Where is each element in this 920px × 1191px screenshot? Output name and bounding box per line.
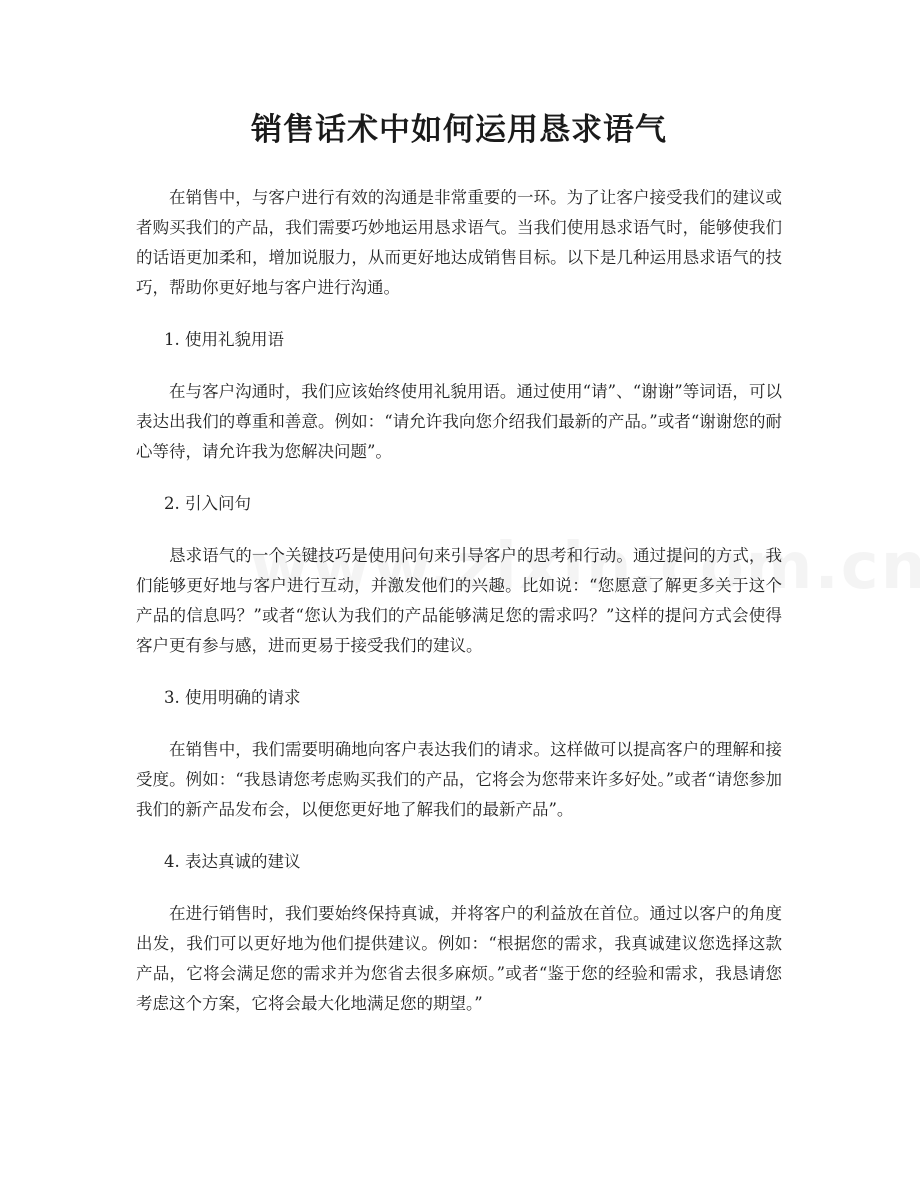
section-body-4: 在进行销售时，我们要始终保持真诚，并将客户的利益放在首位。通过以客户的角度出发，我们可以更好地为他们提供建议。例如：“根据您的需求，我真诚建议您选择这款产品，它将会满足您的需求并为您省去很多麻烦。”或者“鉴于您的经验和需求，我恳请您考虑这个方案，它将会最大化地满足您的期望。” xyxy=(136,904,782,1013)
section-body-3: 在销售中，我们需要明确地向客户表达我们的请求。这样做可以提高客户的理解和接受度。例如：“我恳请您考虑购买我们的产品，它将会为您带来许多好处。”或者“请您参加我们的新产品发布会，以便您更好地了解我们的最新产品”。 xyxy=(136,740,782,819)
section-heading-2: 2. 引入问句 xyxy=(164,494,251,513)
page-title: 销售话术中如何运用恳求语气 xyxy=(251,112,667,148)
section-heading-3: 3. 使用明确的请求 xyxy=(164,688,301,707)
section-heading-4: 4. 表达真诚的建议 xyxy=(164,852,301,871)
section-body-2: 恳求语气的一个关键技巧是使用问句来引导客户的思考和行动。通过提问的方式，我们能够更好地与客户进行互动，并激发他们的兴趣。比如说：“您愿意了解更多关于这个产品的信息吗？”或者“您认为我们的产品能够满足您的需求吗？”这样的提问方式会使得客户更有参与感，进而更易于接受我们的建议。 xyxy=(136,546,782,655)
intro-paragraph: 在销售中，与客户进行有效的沟通是非常重要的一环。为了让客户接受我们的建议或者购买我们的产品，我们需要巧妙地运用恳求语气。当我们使用恳求语气时，能够使我们的话语更加柔和，增加说服力，从而更好地达成销售目标。以下是几种运用恳求语气的技巧，帮助你更好地与客户进行沟通。 xyxy=(136,188,782,297)
section-heading-1: 1. 使用礼貌用语 xyxy=(164,330,284,349)
section-body-1: 在与客户沟通时，我们应该始终使用礼貌用语。通过使用“请”、“谢谢”等词语，可以表达出我们的尊重和善意。例如：“请允许我向您介绍我们最新的产品。”或者“谢谢您的耐心等待，请允许我为您解决问题”。 xyxy=(136,382,782,461)
document-body xyxy=(136,183,782,1019)
